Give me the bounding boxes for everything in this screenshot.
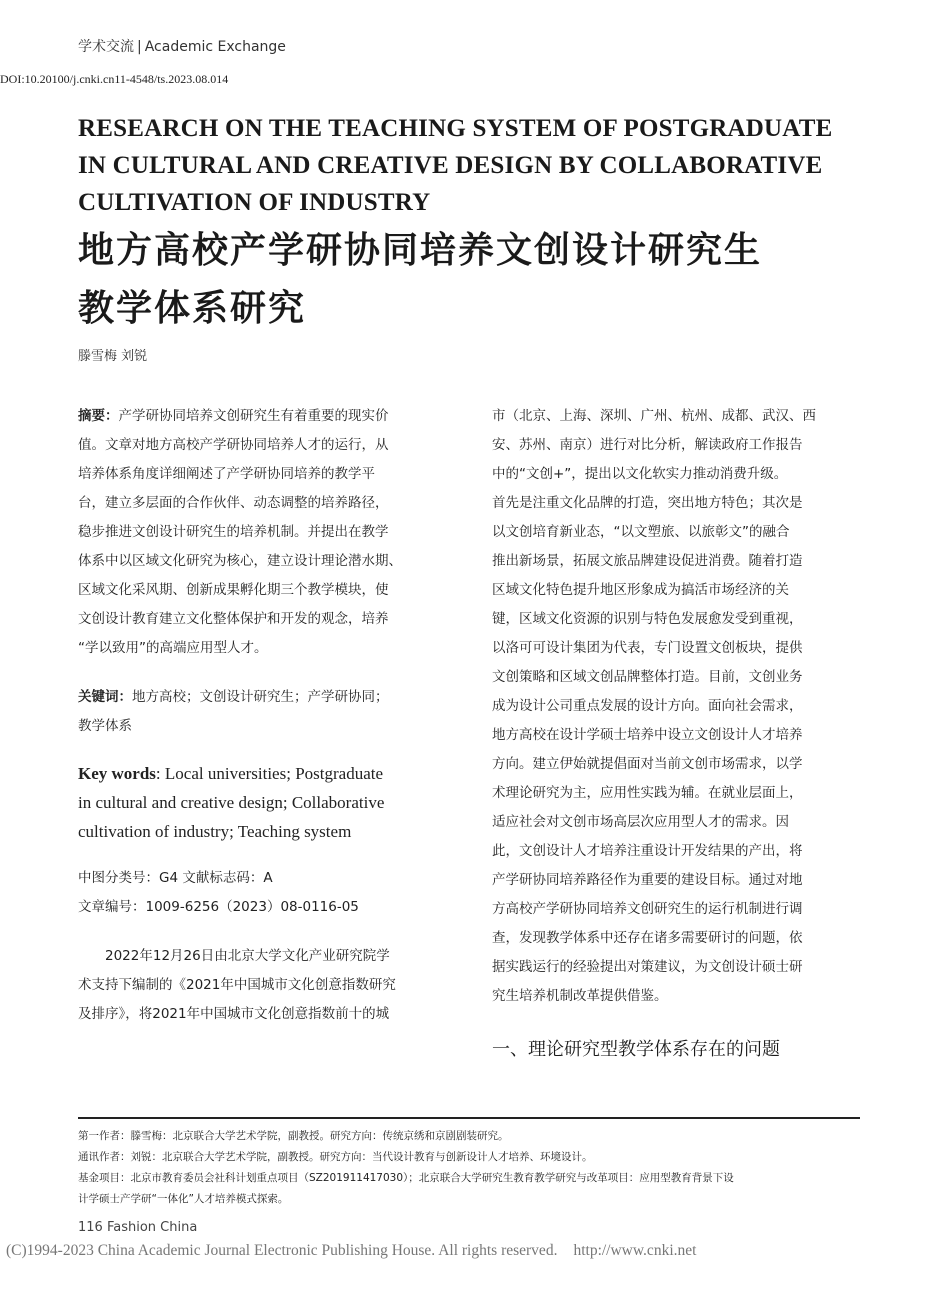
running-header [78, 36, 286, 56]
body-line: 首先是注重文化品牌的打造，突出地方特色；其次是 [492, 495, 803, 511]
body-line: 键，区域文化资源的识别与特色发展愈发受到重视， [492, 611, 803, 627]
abstract-text: 产学研协同培养文创研究生有着重要的现实价 [118, 408, 389, 424]
body-line: 地方高校在设计学硕士培养中设立文创设计人才培养 [492, 727, 803, 743]
keywords-en [78, 759, 448, 846]
abstract-line: 稳步推进文创设计研究生的培养机制。并提出在教学 [78, 524, 389, 540]
keywords-cn [78, 683, 448, 741]
keywords-en-line: cultivation of industry; Teaching system [78, 822, 352, 841]
keywords-cn-label: 关键词： [78, 689, 132, 705]
body-line: 文创策略和区域文创品牌整体打造。目前，文创业务 [492, 669, 803, 685]
right-column [492, 402, 860, 1064]
body-line: 术支持下编制的《2021年中国城市文化创意指数研究 [78, 977, 396, 993]
footnote-first-author: 第一作者：滕雪梅：北京联合大学艺术学院，副教授。研究方向：传统京绣和京剧剧装研究。 [78, 1130, 509, 1142]
body-line: 以文创培育新业态，“以文塑旅、以旅彰文”的融合 [492, 524, 790, 540]
footnotes [78, 1126, 868, 1210]
title-cn [78, 222, 878, 338]
body-line: 推出新场景，拓展文旅品牌建设促进消费。随着打造 [492, 553, 803, 569]
header-separator: | [137, 39, 142, 55]
abstract-line: 培养体系角度详细阐述了产学研协同培养的教学平 [78, 466, 375, 482]
keywords-en-label: Key words [78, 764, 156, 783]
title-cn-line: 地方高校产学研协同培养文创设计研究生 [78, 230, 763, 271]
doi: DOI:10.20100/j.cnki.cn11-4548/ts.2023.08.014 [0, 72, 229, 86]
body-line: 安、苏州、南京）进行对比分析，解读政府工作报告 [492, 437, 803, 453]
copyright-notice [6, 1242, 696, 1260]
copyright-text: (C)1994-2023 China Academic Journal Electronic Publishing House. All rights reserved. [6, 1242, 558, 1259]
title-en [78, 110, 878, 221]
body-line: 市（北京、上海、深圳、广州、杭州、成都、武汉、西 [492, 408, 816, 424]
classification [78, 864, 448, 922]
keywords-cn-line [78, 683, 448, 712]
keywords-en-text: : Local universities; Postgraduate [155, 764, 384, 783]
keywords-cn-line: 教学体系 [78, 718, 132, 734]
title-cn-line: 教学体系研究 [78, 288, 307, 329]
title-en-line: IN CULTURAL AND CREATIVE DESIGN BY COLLABORATIVE [78, 152, 823, 179]
abstract-line: “学以致用”的高端应用型人才。 [78, 640, 268, 656]
authors: 滕雪梅 刘锐 [78, 349, 148, 364]
body-text-left [78, 942, 448, 1029]
abstract-line [78, 402, 448, 431]
keywords-en-line [78, 759, 448, 788]
body-line: 及排序》，将2021年中国城市文化创意指数前十的城 [78, 1006, 390, 1022]
body-line: 查，发现教学体系中还存在诸多需要研讨的问题，依 [492, 930, 803, 946]
body-line: 方向。建立伊始就提倡面对当前文创市场需求，以学 [492, 756, 803, 772]
body-line: 区域文化特色提升地区形象成为搞活市场经济的关 [492, 582, 789, 598]
body-line: 2022年12月26日由北京大学文化产业研究院学 [78, 948, 390, 964]
section-name-cn: 学术交流 [78, 39, 134, 55]
body-line: 究生培养机制改革提供借鉴。 [492, 988, 668, 1004]
article-number-line: 文章编号：1009-6256（2023）08-0116-05 [78, 899, 359, 915]
body-line: 适应社会对文创市场高层次应用型人才的需求。因 [492, 814, 789, 830]
abstract-line: 台，建立多层面的合作伙伴、动态调整的培养路径， [78, 495, 389, 511]
left-column [78, 402, 448, 1029]
keywords-cn-text: 地方高校；文创设计研究生；产学研协同； [132, 689, 389, 705]
body-line: 中的“文创+”，提出以文化软实力推动消费升级。 [492, 466, 788, 482]
title-en-line: RESEARCH ON THE TEACHING SYSTEM OF POSTGRADUATE [78, 115, 833, 142]
footnote-funding-cont: 计学硕士产学研“一体化”人才培养模式探索。 [78, 1193, 289, 1205]
footnote-funding: 基金项目：北京市教育委员会社科计划重点项目（SZ201911417030）；北京联合大学研究生教育教学研究与改革项目：应用型教育背景下设 [78, 1172, 734, 1184]
abstract-line: 文创设计教育建立文化整体保护和开发的观念，培养 [78, 611, 389, 627]
body-text-right [492, 402, 860, 1011]
abstract-label: 摘要： [78, 408, 119, 424]
body-line: 方高校产学研协同培养文创研究生的运行机制进行调 [492, 901, 803, 917]
section-heading: 一、理论研究型教学体系存在的问题 [492, 1039, 780, 1060]
classification-line: 中图分类号：G4 文献标志码：A [78, 870, 273, 886]
keywords-en-line: in cultural and creative design; Collaborative [78, 793, 385, 812]
abstract-line: 区域文化采风期、创新成果孵化期三个教学模块，使 [78, 582, 389, 598]
body-line: 术理论研究为主，应用性实践为辅。在就业层面上， [492, 785, 803, 801]
footnote-corresponding-author: 通讯作者：刘锐：北京联合大学艺术学院，副教授。研究方向：当代设计教育与创新设计人才培养、环境设计。 [78, 1151, 593, 1163]
body-line: 以洛可可设计集团为代表，专门设置文创板块，提供 [492, 640, 803, 656]
body-line: 此，文创设计人才培养注重设计开发结果的产出，将 [492, 843, 803, 859]
body-line: 成为设计公司重点发展的设计方向。面向社会需求， [492, 698, 803, 714]
abstract-line: 体系中以区域文化研究为核心，建立设计理论潜水期、 [78, 553, 402, 569]
title-en-line: CULTIVATION OF INDUSTRY [78, 189, 431, 216]
footnote-divider [78, 1117, 860, 1119]
page-footer: 116 Fashion China [78, 1220, 198, 1235]
abstract-line: 值。文章对地方高校产学研协同培养人才的运行，从 [78, 437, 389, 453]
body-line: 产学研协同培养路径作为重要的建设目标。通过对地 [492, 872, 803, 888]
section-name-en: Academic Exchange [144, 39, 286, 55]
abstract [78, 402, 448, 663]
cnki-url[interactable]: http://www.cnki.net [573, 1242, 697, 1259]
body-line: 据实践运行的经验提出对策建议，为文创设计硕士研 [492, 959, 803, 975]
